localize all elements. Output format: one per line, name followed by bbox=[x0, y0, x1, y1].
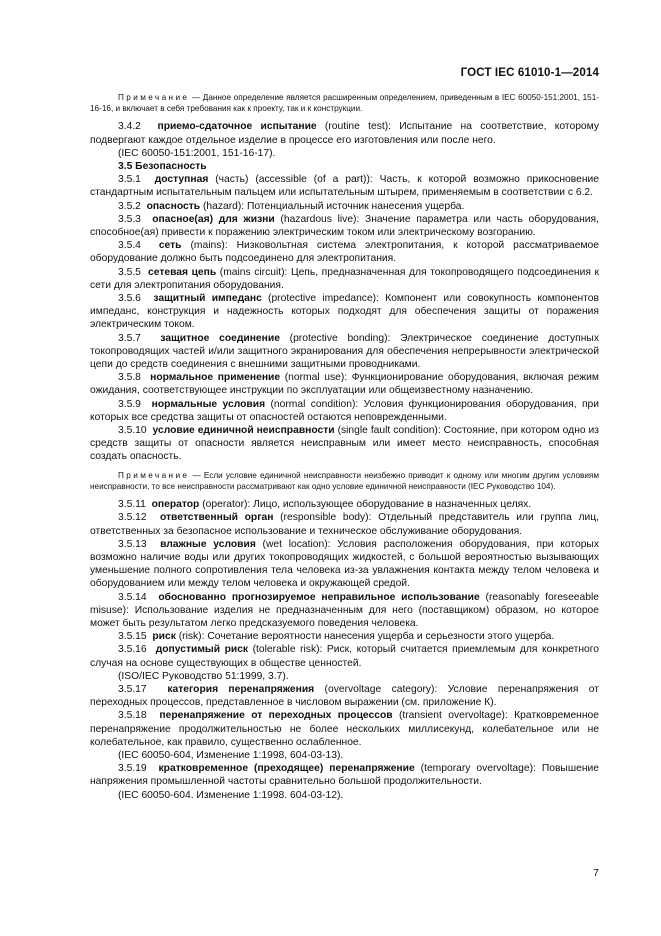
clause-number: 3.5.18 bbox=[118, 710, 147, 722]
note-text: — Данное определение является расширенным определением, приведенным в IEC 60050-151:2001, 151-16-16, и включает в себя требования как к проекту, так и к конструкции. bbox=[90, 93, 599, 114]
definition-3-5-10 bbox=[90, 424, 599, 464]
term: нормальные условия bbox=[151, 398, 266, 410]
definition-3-5-13 bbox=[90, 538, 599, 591]
term: ответственный орган bbox=[159, 512, 274, 524]
note-label: Примечание bbox=[118, 93, 190, 102]
term: опасность bbox=[146, 200, 201, 212]
clause-number: 3.5.15 bbox=[118, 631, 147, 643]
clause-number: 3.5.17 bbox=[118, 683, 147, 695]
clause-number: 3.5.1 bbox=[118, 174, 141, 186]
definition-text: (temporary overvoltage): Повышение напряжения промышленной частоты сравнительно большой продолжительности. bbox=[90, 763, 599, 788]
term: условие единичной неисправности bbox=[152, 425, 335, 437]
term: опасное(ая) для жизни bbox=[152, 213, 275, 225]
definition-3-5-11 bbox=[90, 498, 599, 511]
definition-3-5-16 bbox=[90, 643, 599, 669]
term: сетевая цепь bbox=[148, 266, 217, 278]
definition-3-5-9 bbox=[90, 398, 599, 424]
note-paragraph bbox=[90, 470, 599, 492]
definition-3-5-3 bbox=[90, 213, 599, 239]
definition-3-5-17 bbox=[90, 683, 599, 709]
clause-number: 3.5.16 bbox=[118, 644, 147, 656]
clause-number: 3.5.10 bbox=[118, 425, 147, 437]
definition-3-5-2 bbox=[90, 200, 599, 213]
definition-3-5-4 bbox=[90, 239, 599, 265]
definition-text: (normal condition): Условия функционирования оборудования, при которых все средства защиты от опасностей остаются неповрежденными. bbox=[90, 398, 599, 423]
definition-3-4-2 bbox=[90, 120, 599, 146]
definition-3-5-1 bbox=[90, 173, 599, 199]
clause-number: 3.5.7 bbox=[118, 332, 141, 344]
definition-text: (operator): Лицо, использующее оборудование в назначенных целях. bbox=[199, 499, 532, 511]
clause-number: 3.5.3 bbox=[118, 213, 141, 225]
definition-text: (tolerable risk): Риск, который считается приемлемым для конкретного случая на основе существующих в обществе ценностей. bbox=[90, 644, 599, 669]
definition-text: (normal use): Функционирование оборудования, включая режим ожидания, соответствующее инструкции по эксплуатации или общеизвестному назначению. bbox=[90, 372, 600, 397]
clause-number: 3.5.8 bbox=[118, 372, 141, 384]
clause-number: 3.5.19 bbox=[118, 763, 147, 775]
section-title: 3.5 Безопасность bbox=[118, 161, 207, 173]
term: обоснованно прогнозируемое неправильное использование bbox=[158, 591, 480, 603]
definition-3-5-14 bbox=[90, 591, 599, 631]
clause-number: 3.4.2 bbox=[118, 121, 141, 133]
term: риск bbox=[152, 631, 176, 643]
document-body bbox=[90, 92, 599, 802]
definition-text: (routine test): Испытание на соответствие, которому подвергают каждое отдельное изделие в процессе его изготовления или после него. bbox=[90, 121, 599, 146]
definition-3-5-5 bbox=[90, 266, 599, 292]
definition-text: (wet location): Условия расположения оборудования, при которых возможно наличие воды или других токопроводящих жидкостей, с большой вероятностью вызывающих уменьшение полного сопротивления тела человека из-за увлажнения контакта между телом человека и оборудованием или между телом человека и окружающей средой. bbox=[90, 538, 599, 590]
note-text: — Если условие единичной неисправности неизбежно приводит к одному или многим другим условиям неисправности, то все неисправности рассматривают как одно условие единичной неисправности (IEC Руководство 104). bbox=[90, 470, 599, 491]
reference: (IEC 60050-604, Изменение 1:1998, 604-03-13). bbox=[118, 749, 344, 761]
definition-text: (часть) (accessible (of a part)): Часть, к которой возможно прикосновение стандартным испытательным пальцем или испытательным штырем, применяемым в соответствии с 6.2. bbox=[90, 174, 599, 199]
term: влажные условия bbox=[160, 538, 256, 550]
definition-text: (overvoltage category): Условие перенапряжения от переходных процессов, представленное в числовом выражении (см. приложение К). bbox=[90, 683, 599, 709]
term: (преходящее) bbox=[254, 763, 324, 775]
term: перенапряжение от переходных процессов bbox=[159, 710, 393, 722]
clause-number: 3.5.5 bbox=[118, 266, 141, 278]
term: сеть bbox=[158, 240, 182, 252]
definition-3-5-6 bbox=[90, 292, 599, 332]
definition-text: (mains circuit): Цепь, предназначенная для токопроводящего подсоединения к сети для электропитания оборудования. bbox=[90, 266, 600, 291]
definition-3-5-12 bbox=[90, 511, 599, 537]
reference: (IEC 60050-151:2001, 151-16-17). bbox=[118, 147, 276, 159]
note-paragraph bbox=[90, 92, 599, 114]
definition-3-5-19 bbox=[90, 762, 599, 788]
definition-text: (mains): Низковольтная система электропитания, к которой рассматриваемое оборудование должно быть подсоединено для электропитания. bbox=[90, 240, 599, 265]
clause-number: 3.5.13 bbox=[118, 538, 147, 550]
definition-text: (responsible body): Отдельный представитель или группа лиц, ответственных за безопасное использование и техническое обслуживание оборудования. bbox=[90, 512, 599, 537]
term: доступная bbox=[154, 174, 209, 186]
definition-3-5-8 bbox=[90, 371, 599, 397]
document-header: ГОСТ IEC 61010-1—2014 bbox=[460, 66, 599, 79]
term: оператор bbox=[151, 499, 200, 511]
definition-text: (single fault condition): Состояние, при котором одно из средств защиты от опасности является неисправным или имеет место неисправность, способная создать опасность. bbox=[90, 425, 599, 463]
definition-text: (protective impedance): Компонент или совокупность компонентов импеданс, конструкция и надежность которых подходят для обеспечения защиты от поражения электрическим током. bbox=[90, 293, 599, 331]
term: защитное соединение bbox=[160, 332, 280, 344]
clause-number: 3.5.11 bbox=[118, 499, 146, 511]
definition-text: (reasonably foreseeable misuse): Использование изделия не предназначенным для него (поставщиком) образом, но которое может быть результатом легко предсказуемого поведения человека. bbox=[90, 591, 599, 629]
note-label: Примечание bbox=[118, 470, 190, 480]
term: защитный импеданс bbox=[153, 293, 262, 305]
reference: (IEC 60050-604. Изменение 1:1998. 604-03-12). bbox=[118, 789, 344, 801]
clause-number: 3.5.4 bbox=[118, 240, 141, 252]
definition-3-5-7 bbox=[90, 332, 599, 372]
term: нормальное применение bbox=[150, 372, 281, 384]
clause-number: 3.5.2 bbox=[118, 200, 141, 212]
term: кратковременное bbox=[158, 763, 249, 775]
clause-number: 3.5.6 bbox=[118, 293, 141, 305]
reference: (ISO/IEC Руководство 51:1999, 3.7). bbox=[118, 670, 289, 682]
definition-text: (transient overvoltage): Кратковременное перенапряжение продолжительностью не более нескольких миллисекунд, колебательное или не колебательное, как правило, существенно ослабленное. bbox=[90, 710, 599, 748]
term: перенапряжение bbox=[329, 763, 415, 775]
definition-3-5-15 bbox=[90, 630, 599, 643]
clause-number: 3.5.14 bbox=[118, 591, 147, 603]
clause-number: 3.5.9 bbox=[118, 398, 141, 410]
page-number: 7 bbox=[593, 867, 599, 879]
term: категория перенапряжения bbox=[167, 683, 315, 695]
definition-text: (hazard): Потенциальный источник нанесения ущерба. bbox=[200, 200, 465, 212]
term: приемо-сдаточное испытание bbox=[157, 121, 317, 133]
clause-number: 3.5.12 bbox=[118, 512, 147, 524]
definition-text: (risk): Сочетание вероятности нанесения ущерба и серьезности этого ущерба. bbox=[175, 631, 555, 643]
term: допустимый риск bbox=[155, 644, 249, 656]
definition-3-5-18 bbox=[90, 709, 599, 749]
definition-text: (protective bonding): Электрическое соединение доступных токопроводящих частей и/или защитного экранирования для обеспечения непрерывности электрической цепи до средств соединения с внешними защитными проводниками. bbox=[90, 332, 599, 371]
definition-text: (hazardous live): Значение параметра или часть оборудования, способное(ая) привести к поражению электрическим током или электрическому возгоранию. bbox=[90, 213, 599, 239]
